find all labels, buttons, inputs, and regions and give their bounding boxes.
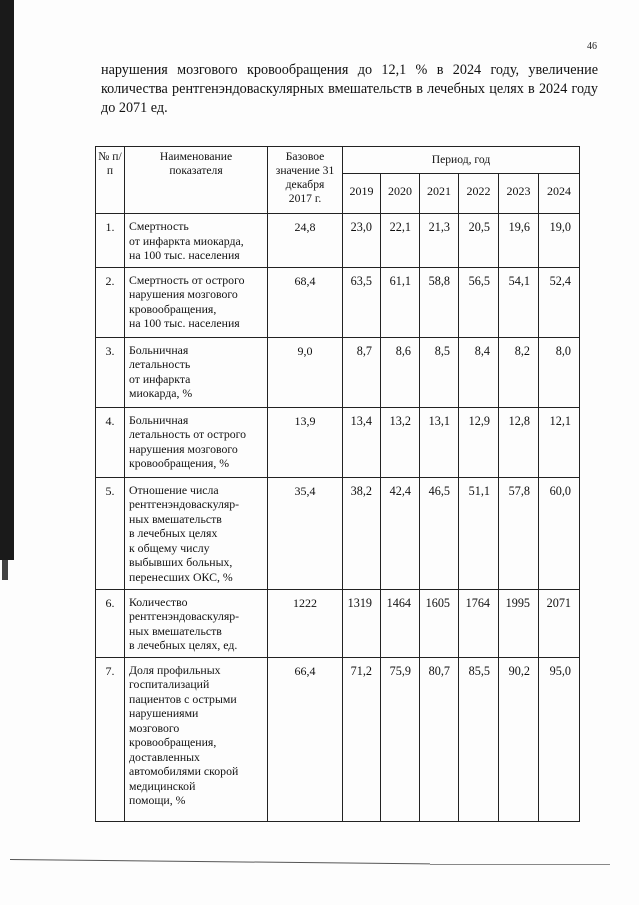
row-value-cell: 95,0 xyxy=(539,657,580,821)
row-name-line: Больничная xyxy=(129,342,189,357)
row-value-cell: 75,9 xyxy=(381,657,420,821)
row-value-cell: 13,4 xyxy=(343,407,381,477)
row-value-cell: 13,2 xyxy=(381,407,420,477)
intro-paragraph: нарушения мозгового кровообращения до 12,1 % в 2024 году, увеличение количества рентгенэндоваскулярных вмешательств в лечебных целях в 2024 году до 2071 ед. xyxy=(101,62,598,116)
header-name: Наименование показателя xyxy=(125,147,268,214)
scan-edge-shadow xyxy=(0,0,14,560)
row-name-line: медицинской xyxy=(129,778,196,793)
row-value-cell: 51,1 xyxy=(459,477,499,589)
row-index-cell: 4. xyxy=(96,407,125,477)
row-name-cell xyxy=(125,477,268,589)
row-value-cell: 12,1 xyxy=(539,407,580,477)
row-name-line: миокарда, % xyxy=(129,386,193,400)
header-year: 2020 xyxy=(381,174,420,214)
row-name-line: кровообращения, xyxy=(129,735,217,749)
row-value-cell: 57,8 xyxy=(499,477,539,589)
header-base: Базовое значение 31 декабря 2017 г. xyxy=(268,147,343,214)
table-row xyxy=(96,589,580,657)
row-name-line: мозгового xyxy=(129,720,180,735)
row-value-cell: 8,5 xyxy=(420,337,459,407)
row-name-line: выбывших больных, xyxy=(129,555,233,569)
row-value-cell: 71,2 xyxy=(343,657,381,821)
row-value-cell: 1764 xyxy=(459,589,499,657)
row-name-line: пациентов с острыми xyxy=(129,691,237,706)
table-row xyxy=(96,657,580,821)
row-name-line: кровообращения, xyxy=(129,301,217,316)
bottom-rule-end xyxy=(430,864,610,865)
row-value-cell: 1605 xyxy=(420,589,459,657)
row-name-cell xyxy=(125,589,268,657)
row-value-cell: 12,8 xyxy=(499,407,539,477)
row-name-line: на 100 тыс. населения xyxy=(129,316,240,330)
row-value-cell: 46,5 xyxy=(420,477,459,589)
row-name-cell xyxy=(125,657,268,821)
row-value-cell: 52,4 xyxy=(539,267,580,337)
row-index-cell: 7. xyxy=(96,657,125,821)
row-value-cell: 8,6 xyxy=(381,337,420,407)
row-base-cell: 68,4 xyxy=(268,267,343,337)
row-name-line: Отношение числа xyxy=(129,482,219,497)
row-value-cell: 1464 xyxy=(381,589,420,657)
row-name-line: Больничная xyxy=(129,412,189,427)
row-index-cell: 5. xyxy=(96,477,125,589)
header-year: 2024 xyxy=(539,174,580,214)
header-index: № п/п xyxy=(96,147,125,214)
row-value-cell: 63,5 xyxy=(343,267,381,337)
row-value-cell: 56,5 xyxy=(459,267,499,337)
table-row xyxy=(96,214,580,268)
row-name-line: помощи, % xyxy=(129,793,186,807)
row-base-cell: 66,4 xyxy=(268,657,343,821)
row-name-cell xyxy=(125,337,268,407)
row-name-line: нарушения мозгового xyxy=(129,441,238,456)
row-name-line: Смертность от острого xyxy=(129,272,245,287)
row-value-cell: 58,8 xyxy=(420,267,459,337)
row-value-cell: 61,1 xyxy=(381,267,420,337)
table-row xyxy=(96,267,580,337)
row-name-line: Количество xyxy=(129,594,188,609)
row-name-line: в лечебных целях, ед. xyxy=(129,638,238,652)
row-name-line: от инфаркта xyxy=(129,371,191,386)
header-year: 2021 xyxy=(420,174,459,214)
row-name-cell xyxy=(125,214,268,268)
row-name-line: доставленных xyxy=(129,749,200,764)
row-name-line: ных вмешательств xyxy=(129,623,222,638)
row-value-cell: 21,3 xyxy=(420,214,459,268)
row-value-cell: 8,2 xyxy=(499,337,539,407)
row-name-line: нарушениями xyxy=(129,706,199,720)
row-index-cell: 2. xyxy=(96,267,125,337)
row-value-cell: 42,4 xyxy=(381,477,420,589)
bottom-rule xyxy=(10,859,430,864)
row-base-cell: 1222 xyxy=(268,589,343,657)
table-row xyxy=(96,477,580,589)
row-value-cell: 85,5 xyxy=(459,657,499,821)
row-value-cell: 8,4 xyxy=(459,337,499,407)
row-name-line: перенесших ОКС, % xyxy=(129,569,233,584)
row-name-line: на 100 тыс. населения xyxy=(129,248,240,262)
row-name-line: Доля профильных xyxy=(129,662,221,677)
header-year: 2022 xyxy=(459,174,499,214)
row-index-cell: 3. xyxy=(96,337,125,407)
row-value-cell: 80,7 xyxy=(420,657,459,821)
row-base-cell: 13,9 xyxy=(268,407,343,477)
header-year: 2023 xyxy=(499,174,539,214)
table-row xyxy=(96,337,580,407)
row-name-line: от инфаркта миокарда, xyxy=(129,233,244,248)
row-name-line: ных вмешательств xyxy=(129,511,222,526)
page-number: 46 xyxy=(587,41,597,52)
row-name-line: в лечебных целях xyxy=(129,526,218,540)
row-base-cell: 24,8 xyxy=(268,214,343,268)
table-row xyxy=(96,407,580,477)
row-value-cell: 23,0 xyxy=(343,214,381,268)
row-name-line: нарушения мозгового xyxy=(129,287,238,301)
row-base-cell: 35,4 xyxy=(268,477,343,589)
row-name-line: автомобилями скорой xyxy=(129,764,239,778)
row-index-cell: 6. xyxy=(96,589,125,657)
row-value-cell: 13,1 xyxy=(420,407,459,477)
row-value-cell: 8,7 xyxy=(343,337,381,407)
row-value-cell: 2071 xyxy=(539,589,580,657)
row-value-cell: 22,1 xyxy=(381,214,420,268)
row-value-cell: 90,2 xyxy=(499,657,539,821)
row-name-line: кровообращения, % xyxy=(129,456,230,470)
row-name-line: рентгенэндоваскуляр- xyxy=(129,609,240,623)
indicators-table xyxy=(95,146,580,822)
scan-edge-mark xyxy=(2,560,8,580)
row-name-line: летальность от острого xyxy=(129,427,247,441)
row-value-cell: 1995 xyxy=(499,589,539,657)
row-value-cell: 1319 xyxy=(343,589,381,657)
row-name-line: летальность xyxy=(129,357,191,371)
row-base-cell: 9,0 xyxy=(268,337,343,407)
row-value-cell: 19,0 xyxy=(539,214,580,268)
row-value-cell: 19,6 xyxy=(499,214,539,268)
row-value-cell: 20,5 xyxy=(459,214,499,268)
row-name-cell xyxy=(125,267,268,337)
header-year: 2019 xyxy=(343,174,381,214)
row-value-cell: 8,0 xyxy=(539,337,580,407)
row-value-cell: 38,2 xyxy=(343,477,381,589)
row-value-cell: 12,9 xyxy=(459,407,499,477)
row-name-line: госпитализаций xyxy=(129,677,210,691)
row-name-line: к общему числу xyxy=(129,540,210,555)
header-period: Период, год xyxy=(343,147,580,174)
row-value-cell: 60,0 xyxy=(539,477,580,589)
row-name-line: Смертность xyxy=(129,219,189,233)
table-body xyxy=(96,214,580,822)
row-name-cell xyxy=(125,407,268,477)
row-index-cell: 1. xyxy=(96,214,125,268)
row-name-line: рентгенэндоваскуляр- xyxy=(129,497,240,511)
row-value-cell: 54,1 xyxy=(499,267,539,337)
